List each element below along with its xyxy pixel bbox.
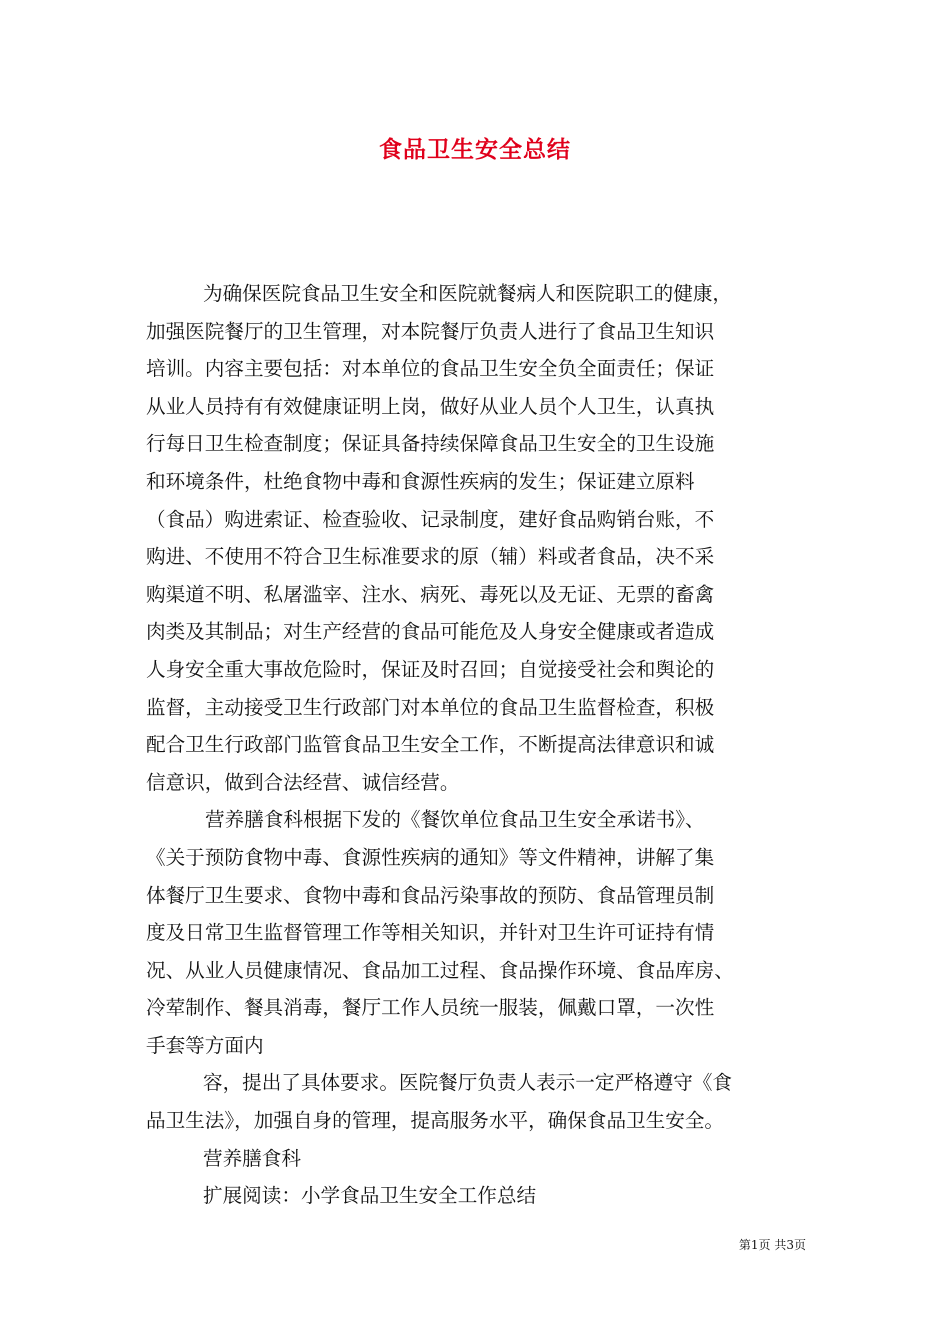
paragraph-line: 冷荤制作、餐具消毒，餐厅工作人员统一服装，佩戴口罩，一次性 (146, 996, 715, 1020)
signature: 营养膳食科 (203, 1146, 301, 1170)
document-body (146, 275, 814, 1215)
paragraph-line: 度及日常卫生监督管理工作等相关知识，并针对卫生许可证持有情 (146, 921, 715, 945)
extended-reading: 扩展阅读：小学食品卫生安全工作总结 (203, 1184, 537, 1208)
paragraph-line: 品卫生法》，加强自身的管理，提高服务水平，确保食品卫生安全。 (146, 1109, 725, 1133)
paragraph-line: 监督，主动接受卫生行政部门对本单位的食品卫生监督检查，积极 (146, 695, 715, 719)
paragraph-line: 培训。内容主要包括：对本单位的食品卫生安全负全面责任；保证 (146, 357, 715, 381)
paragraph-line: 和环境条件，杜绝食物中毒和食源性疾病的发生；保证建立原料 (146, 469, 695, 493)
paragraph-line: 容，提出了具体要求。医院餐厅负责人表示一定严格遵守《食 (203, 1071, 733, 1095)
paragraph-line: 营养膳食科根据下发的《餐饮单位食品卫生安全承诺书》、 (205, 808, 705, 832)
paragraph-line: 购进、不使用不符合卫生标准要求的原（辅）料或者食品，决不采 (146, 545, 715, 569)
paragraph-line: 为确保医院食品卫生安全和医院就餐病人和医院职工的健康， (203, 282, 733, 305)
paragraph-line: 加强医院餐厅的卫生管理，对本院餐厅负责人进行了食品卫生知识 (146, 319, 715, 343)
paragraph-line: 购渠道不明、私屠滥宰、注水、病死、毒死以及无证、无票的畜禽 (146, 582, 715, 606)
paragraph-line: 行每日卫生检查制度；保证具备持续保障食品卫生安全的卫生设施 (146, 432, 715, 456)
paragraph-line: 况、从业人员健康情况、食品加工过程、食品操作环境、食品库房、 (146, 958, 734, 982)
paragraph-line: 从业人员持有有效健康证明上岗，做好从业人员个人卫生，认真执 (146, 394, 715, 418)
paragraph-line: 手套等方面内 (146, 1033, 264, 1057)
paragraph-line: 人身安全重大事故危险时，保证及时召回；自觉接受社会和舆论的 (146, 657, 715, 681)
paragraph-line: 配合卫生行政部门监管食品卫生安全工作，不断提高法律意识和诚 (146, 733, 715, 757)
paragraph-line: （食品）购进索证、检查验收、记录制度，建好食品购销台账，不 (146, 507, 715, 531)
paragraph-line: 肉类及其制品；对生产经营的食品可能危及人身安全健康或者造成 (146, 620, 715, 644)
paragraph-line: 《关于预防食物中毒、食源性疾病的通知》等文件精神，讲解了集 (146, 845, 715, 869)
paragraph-line: 体餐厅卫生要求、食物中毒和食品污染事故的预防、食品管理员制 (146, 883, 715, 907)
document-title: 食品卫生安全总结 (379, 136, 571, 163)
paragraph-line: 信意识，做到合法经营、诚信经营。 (146, 770, 460, 794)
page-number: 第1页 共3页 (738, 1238, 806, 1252)
